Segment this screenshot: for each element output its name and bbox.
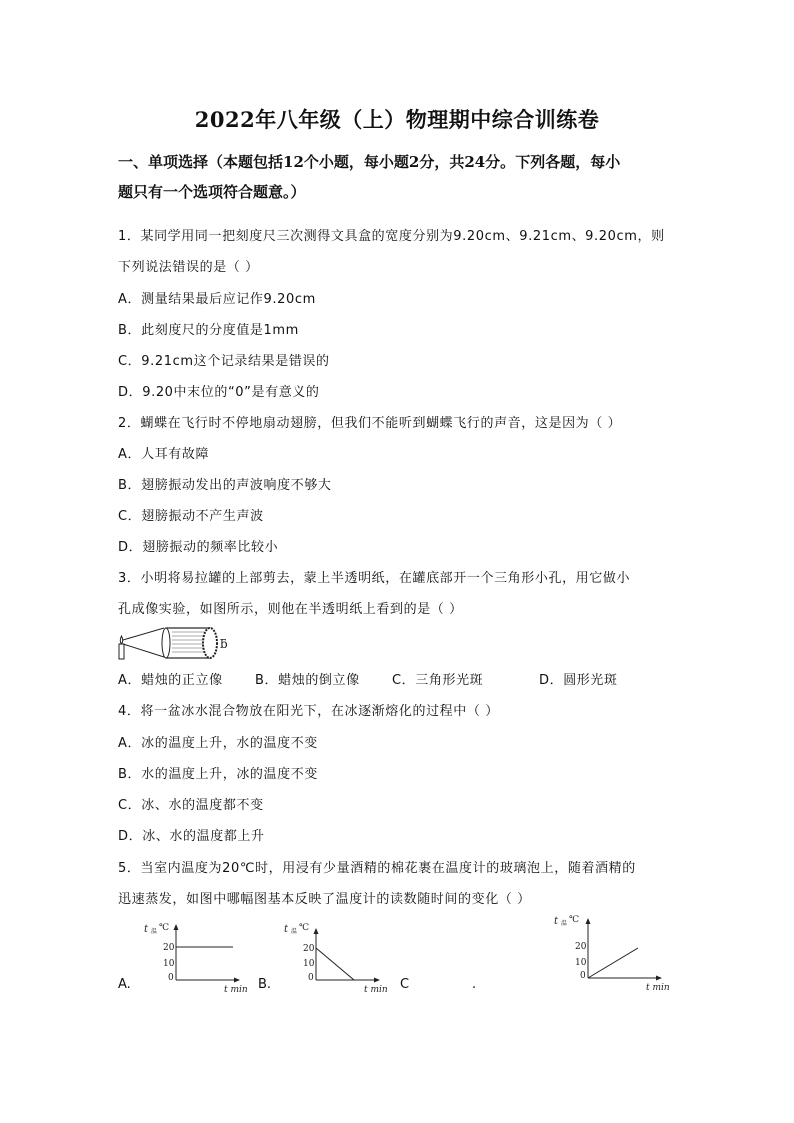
candle-icon: [119, 644, 124, 659]
section-heading-line2: 题只有一个选项符合题意。）: [118, 183, 306, 201]
q3-option-a: A．蜡烛的正立像: [118, 673, 223, 688]
svg-text:10: 10: [303, 959, 315, 969]
q5-option-a-label: A.: [118, 977, 131, 992]
q2-option-b: B．翅膀振动发出的声波响度不够大: [118, 478, 332, 493]
svg-text:t: t: [284, 924, 289, 935]
svg-text:10: 10: [163, 959, 175, 969]
q5-stem-line2: 迅速蒸发，如图中哪幅图基本反映了温度计的读数随时间的变化（ ）: [118, 892, 531, 907]
q1-option-a: A．测量结果最后应记作9.20cm: [118, 292, 316, 307]
svg-text:温: 温: [151, 928, 158, 935]
svg-text:0: 0: [308, 973, 314, 983]
q3-stem-line2: 孔成像实验，如图所示，则他在半透明纸上看到的是（ ）: [118, 602, 463, 617]
page-title: 2022年八年级（上）物理期中综合训练卷: [194, 107, 600, 132]
svg-text:20: 20: [303, 944, 315, 954]
q3-option-d: D．圆形光斑: [539, 673, 618, 688]
svg-text:0: 0: [580, 971, 586, 981]
q4-option-c: C．冰、水的温度都不变: [118, 798, 264, 813]
q5-option-c-label: C: [400, 977, 410, 992]
q1-option-c: C．9.21cm这个记录结果是错误的: [118, 354, 330, 369]
q1-stem-line1: 1．某同学用同一把刻度尺三次测得文具盒的宽度分别为9.20cm、9.21cm、9.20cm，则: [118, 229, 665, 244]
candle-flame-icon: [120, 636, 123, 644]
q1-option-d: D．9.20中末位的“0”是有意义的: [118, 385, 320, 400]
graph-b-line: [316, 948, 354, 980]
svg-text:10: 10: [575, 958, 587, 968]
q4-stem-line1: 4．将一盆冰水混合物放在阳光下，在冰逐渐熔化的过程中（ ）: [118, 704, 499, 719]
svg-text:20: 20: [163, 943, 175, 953]
q4-option-d: D．冰、水的温度都上升: [118, 829, 265, 844]
svg-text:ƃ: ƃ: [220, 637, 228, 651]
graph-a: [140, 910, 255, 994]
q4-option-a: A．冰的温度上升，水的温度不变: [118, 736, 318, 751]
q4-option-b: B．水的温度上升，冰的温度不变: [118, 767, 318, 782]
svg-text:温: 温: [561, 920, 568, 927]
svg-text:t min: t min: [364, 985, 388, 994]
q2-stem-line1: 2．蝴蝶在飞行时不停地扇动翅膀，但我们不能听到蝴蝶飞行的声音，这是因为（ ）: [118, 416, 622, 431]
graph-d-line: [588, 948, 638, 978]
svg-text:20: 20: [575, 942, 587, 952]
section-heading: [118, 147, 688, 207]
q2-option-c: C．翅膀振动不产生声波: [118, 509, 264, 524]
section-heading-line1: 一、单项选择（本题包括12个小题，每小题2分，共24分。下列各题，每小: [118, 153, 621, 171]
svg-text:温: 温: [291, 928, 298, 935]
q2-option-d: D．翅膀振动的频率比较小: [118, 540, 279, 555]
graph-a-y-label: t: [144, 924, 149, 935]
q5-option-c-dot: .: [472, 977, 477, 992]
q2-option-a: A．人耳有故障: [118, 447, 210, 462]
svg-text:0: 0: [168, 973, 174, 983]
q3-options-row: [118, 669, 678, 689]
q5-stem-line1: 5．当室内温度为20℃时，用浸有少量酒精的棉花裹在温度计的玻璃泡上，随着酒精的: [118, 861, 636, 876]
pinhole-camera-figure: [116, 624, 236, 664]
q1-option-b: B．此刻度尺的分度值是1mm: [118, 323, 299, 338]
svg-text:t: t: [554, 916, 559, 927]
q1-stem-line2: 下列说法错误的是（ ）: [118, 260, 259, 275]
svg-text:℃: ℃: [299, 923, 310, 933]
graph-b: [280, 910, 395, 994]
svg-text:℃: ℃: [159, 923, 170, 933]
q3-stem-line1: 3．小明将易拉罐的上部剪去，蒙上半透明纸，在罐底部开一个三角形小孔，用它做小: [118, 571, 631, 586]
translucent-paper: [203, 628, 217, 658]
graph-d: [546, 906, 676, 994]
q3-option-c: C．三角形光斑: [392, 673, 484, 688]
svg-text:℃: ℃: [569, 915, 580, 925]
svg-text:t min: t min: [224, 985, 248, 994]
q5-option-b-label: B.: [258, 977, 272, 992]
svg-text:t min: t min: [646, 983, 670, 993]
q3-option-b: B．蜡烛的倒立像: [255, 673, 360, 688]
